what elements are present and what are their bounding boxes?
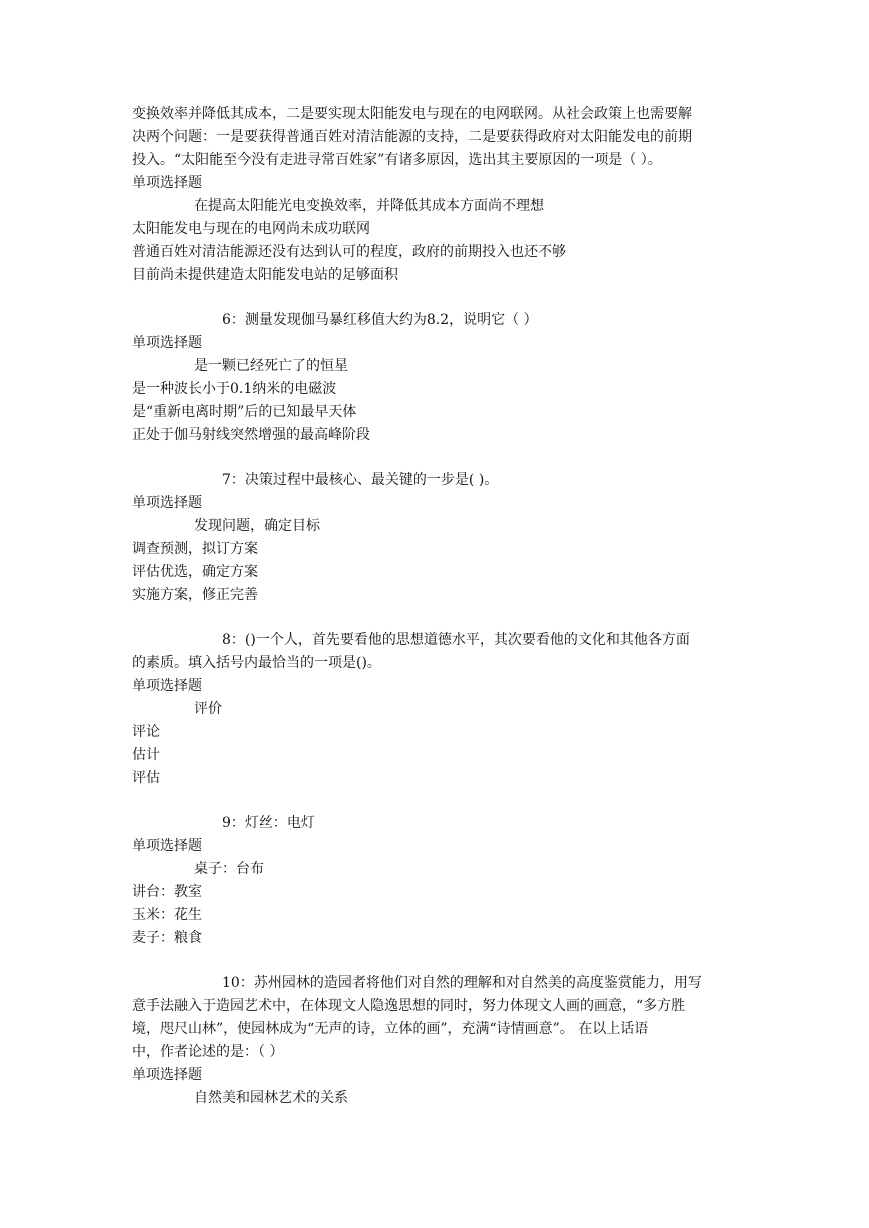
- q10-type-label: 单项选择题: [132, 1067, 202, 1083]
- q8-stem-line-2: 的素质。填入括号内最恰当的一项是()。: [132, 655, 381, 671]
- q5-stem-line-1: 变换效率并降低其成本，二是要实现太阳能发电与现在的电网联网。从社会政策上也需要解: [132, 106, 692, 122]
- q7-type-label: 单项选择题: [132, 495, 202, 511]
- q5-option-a: 在提高太阳能光电变换效率，并降低其成本方面尚不理想: [194, 198, 544, 214]
- q8-option-d: 评估: [132, 770, 160, 786]
- q7-option-b: 调查预测，拟订方案: [132, 541, 258, 557]
- q8-type-label: 单项选择题: [132, 678, 202, 694]
- q6-option-c: 是“重新电离时期”后的已知最早天体: [132, 404, 357, 420]
- q10-stem-line-4: 中，作者论述的是：（ ）: [132, 1044, 284, 1060]
- q9-option-d: 麦子：粮食: [132, 930, 202, 946]
- q10-stem-line-1: 10：苏州园林的造园者将他们对自然的理解和对自然美的高度鉴赏能力，用写: [222, 975, 702, 991]
- q8-option-a: 评价: [194, 701, 222, 717]
- q7-stem: 7：决策过程中最核心、最关键的一步是( )。: [222, 472, 499, 488]
- q5-stem-line-3: 投入。“太阳能至今没有走进寻常百姓家”有诸多原因，选出其主要原因的一项是（ ）。: [132, 152, 662, 168]
- q8-stem-line-1: 8：()一个人，首先要看他的思想道德水平，其次要看他的文化和其他各方面: [222, 632, 690, 648]
- q9-stem: 9：灯丝：电灯: [222, 815, 315, 831]
- q5-option-c: 普通百姓对清洁能源还没有达到认可的程度，政府的前期投入也还不够: [132, 244, 566, 260]
- q6-type-label: 单项选择题: [132, 335, 202, 351]
- q9-option-a: 桌子：台布: [194, 861, 264, 877]
- q7-option-c: 评估优选，确定方案: [132, 564, 258, 580]
- q7-option-a: 发现问题，确定目标: [194, 518, 320, 534]
- q6-option-a: 是一颗已经死亡了的恒星: [194, 358, 348, 374]
- q5-stem-line-2: 决两个问题：一是要获得普通百姓对清洁能源的支持，二是要获得政府对太阳能发电的前期: [132, 129, 692, 145]
- q10-stem-line-2: 意手法融入于造园艺术中，在体现文人隐逸思想的同时，努力体现文人画的画意，“多方胜: [132, 998, 686, 1014]
- q8-option-b: 评论: [132, 724, 160, 740]
- q9-option-b: 讲台：教室: [132, 884, 202, 900]
- q9-option-c: 玉米：花生: [132, 907, 202, 923]
- q5-type-label: 单项选择题: [132, 175, 202, 191]
- q5-option-b: 太阳能发电与现在的电网尚未成功联网: [132, 221, 370, 237]
- q9-type-label: 单项选择题: [132, 838, 202, 854]
- q10-stem-line-3: 境，咫尺山林”，使园林成为“无声的诗，立体的画”，充满“诗情画意”。 在以上话语: [132, 1021, 649, 1037]
- q6-option-b: 是一种波长小于0.1纳米的电磁波: [132, 381, 337, 397]
- q10-option-a: 自然美和园林艺术的关系: [194, 1090, 348, 1106]
- q7-option-d: 实施方案，修正完善: [132, 587, 258, 603]
- q5-option-d: 目前尚未提供建造太阳能发电站的足够面积: [132, 267, 398, 283]
- q6-option-d: 正处于伽马射线突然增强的最高峰阶段: [132, 427, 370, 443]
- q6-stem: 6：测量发现伽马暴红移值大约为8.2，说明它（ ）: [222, 312, 538, 328]
- q8-option-c: 估计: [132, 747, 160, 763]
